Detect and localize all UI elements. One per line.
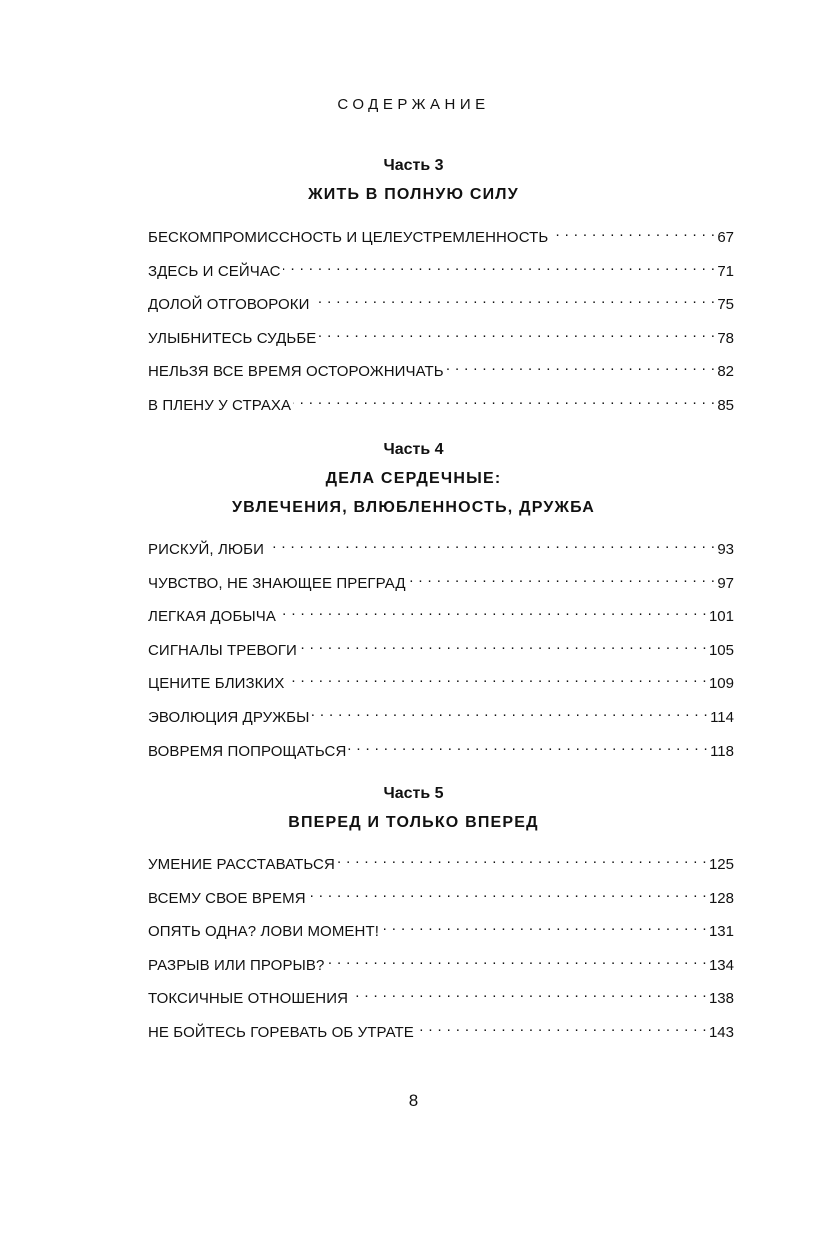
toc-entry[interactable] bbox=[148, 568, 734, 602]
toc-entry-title: ДОЛОЙ ОТГОВОРОКИ bbox=[148, 296, 310, 314]
toc-entry-page: 78 bbox=[717, 329, 734, 347]
toc-entry[interactable] bbox=[148, 256, 734, 290]
toc-entry[interactable] bbox=[148, 736, 734, 770]
toc-entry-page: 143 bbox=[708, 1023, 734, 1041]
toc-entry[interactable] bbox=[148, 950, 734, 984]
dot-leader bbox=[326, 950, 706, 970]
part-title: ДЕЛА СЕРДЕЧНЫЕ: bbox=[325, 470, 502, 487]
dot-leader bbox=[446, 356, 716, 376]
toc-entry[interactable] bbox=[148, 601, 734, 635]
toc-entry-title: ЭВОЛЮЦИЯ ДРУЖБЫ bbox=[148, 708, 310, 726]
page-number: 8 bbox=[408, 1091, 419, 1110]
dot-leader bbox=[278, 601, 707, 621]
toc-entry-page: 67 bbox=[717, 229, 734, 246]
part-heading-5 bbox=[0, 785, 827, 832]
toc-entry-title: ЛЕГКАЯ ДОБЫЧА bbox=[148, 608, 276, 626]
dot-leader bbox=[550, 222, 715, 242]
part-title: ЖИТЬ В ПОЛНУЮ СИЛУ bbox=[308, 186, 519, 203]
toc-entry-title: СИГНАЛЫ ТРЕВОГИ bbox=[148, 641, 297, 659]
dot-leader bbox=[337, 849, 707, 869]
toc-entry-page: 101 bbox=[708, 608, 734, 626]
dot-leader bbox=[283, 256, 716, 276]
toc-entry[interactable] bbox=[148, 390, 734, 424]
toc-entry-title: ЦЕНИТЕ БЛИЗКИХ bbox=[148, 675, 285, 693]
toc-entry-title: БЕСКОМПРОМИССНОСТЬ И ЦЕЛЕУСТРЕМЛЕННОСТЬ bbox=[148, 229, 549, 246]
dot-leader bbox=[348, 736, 708, 756]
dot-leader bbox=[312, 702, 709, 722]
toc-entry[interactable] bbox=[148, 356, 734, 390]
dot-leader bbox=[293, 390, 715, 410]
part-label: Часть 3 bbox=[383, 157, 444, 174]
toc-entry[interactable] bbox=[148, 635, 734, 669]
toc-entry-page: 118 bbox=[710, 742, 734, 760]
toc-entry-title: РИСКУЙ, ЛЮБИ bbox=[148, 541, 264, 558]
toc-entry-title: ЗДЕСЬ И СЕЙЧАС bbox=[148, 262, 281, 280]
toc-entry-title: УМЕНИЕ РАССТАВАТЬСЯ bbox=[148, 856, 335, 873]
toc-entry[interactable] bbox=[148, 1017, 734, 1051]
toc-entry-page: 138 bbox=[708, 990, 734, 1008]
dot-leader bbox=[416, 1017, 707, 1037]
part-label: Часть 4 bbox=[383, 441, 444, 458]
toc-entry[interactable] bbox=[148, 883, 734, 917]
toc-entry-page: 134 bbox=[708, 956, 734, 974]
toc-entry-title: ВСЕМУ СВОЕ ВРЕМЯ bbox=[148, 889, 306, 907]
toc-entry-title: ТОКСИЧНЫЕ ОТНОШЕНИЯ bbox=[148, 990, 349, 1008]
toc-entry-title: УЛЫБНИТЕСЬ СУДЬБЕ bbox=[148, 329, 317, 347]
toc-entry[interactable] bbox=[148, 323, 734, 357]
toc-entry-title: НЕЛЬЗЯ ВСЕ ВРЕМЯ ОСТОРОЖНИЧАТЬ bbox=[148, 363, 444, 381]
part-title: ВПЕРЕД И ТОЛЬКО ВПЕРЕД bbox=[288, 814, 539, 831]
toc-entry[interactable] bbox=[148, 983, 734, 1017]
dot-leader bbox=[308, 883, 707, 903]
toc-entry[interactable] bbox=[148, 849, 734, 883]
toc-entry-page: 93 bbox=[717, 541, 734, 558]
toc-entry[interactable] bbox=[148, 916, 734, 950]
toc-entry-page: 82 bbox=[717, 363, 734, 381]
toc-entry[interactable] bbox=[148, 289, 734, 323]
toc-entry-title: ЧУВСТВО, НЕ ЗНАЮЩЕЕ ПРЕГРАД bbox=[148, 574, 406, 592]
toc-entry[interactable] bbox=[148, 534, 734, 568]
part-label: Часть 5 bbox=[383, 785, 444, 802]
toc-entry-page: 131 bbox=[708, 923, 734, 941]
dot-leader bbox=[381, 916, 707, 936]
dot-leader bbox=[266, 534, 715, 554]
toc-entry-page: 85 bbox=[717, 396, 734, 414]
dot-leader bbox=[408, 568, 716, 588]
toc-entry-title: ОПЯТЬ ОДНА? ЛОВИ МОМЕНТ! bbox=[148, 923, 379, 941]
dot-leader bbox=[318, 323, 715, 343]
dot-leader bbox=[350, 983, 707, 1003]
toc-entry-title: ВОВРЕМЯ ПОПРОЩАТЬСЯ bbox=[148, 742, 347, 760]
dot-leader bbox=[287, 668, 707, 688]
dot-leader bbox=[312, 289, 716, 309]
toc-entry[interactable] bbox=[148, 668, 734, 702]
toc-entry-title: В ПЛЕНУ У СТРАХА bbox=[148, 396, 292, 414]
toc-entry-page: 114 bbox=[710, 708, 734, 726]
toc-entry-page: 105 bbox=[708, 641, 734, 659]
toc-list-part-3 bbox=[148, 222, 734, 424]
dot-leader bbox=[299, 635, 707, 655]
toc-entry-page: 71 bbox=[717, 262, 734, 280]
toc-entry-page: 128 bbox=[708, 889, 734, 907]
toc-entry-page: 75 bbox=[717, 296, 734, 314]
toc-entry-page: 125 bbox=[708, 856, 734, 873]
toc-list-part-4 bbox=[148, 534, 734, 769]
toc-entry-title: НЕ БОЙТЕСЬ ГОРЕВАТЬ ОБ УТРАТЕ bbox=[148, 1023, 414, 1041]
toc-entry[interactable] bbox=[148, 702, 734, 736]
toc-entry-page: 97 bbox=[717, 574, 734, 592]
running-head: СОДЕРЖАНИЕ bbox=[337, 96, 490, 113]
toc-entry-title: РАЗРЫВ ИЛИ ПРОРЫВ? bbox=[148, 956, 325, 974]
part-heading-3 bbox=[0, 157, 827, 204]
toc-entry[interactable] bbox=[148, 222, 734, 256]
part-heading-4 bbox=[0, 441, 827, 517]
toc-entry-page: 109 bbox=[708, 675, 734, 693]
toc-list-part-5 bbox=[148, 849, 734, 1051]
part-subtitle: УВЛЕЧЕНИЯ, ВЛЮБЛЕННОСТЬ, ДРУЖБА bbox=[231, 499, 596, 516]
